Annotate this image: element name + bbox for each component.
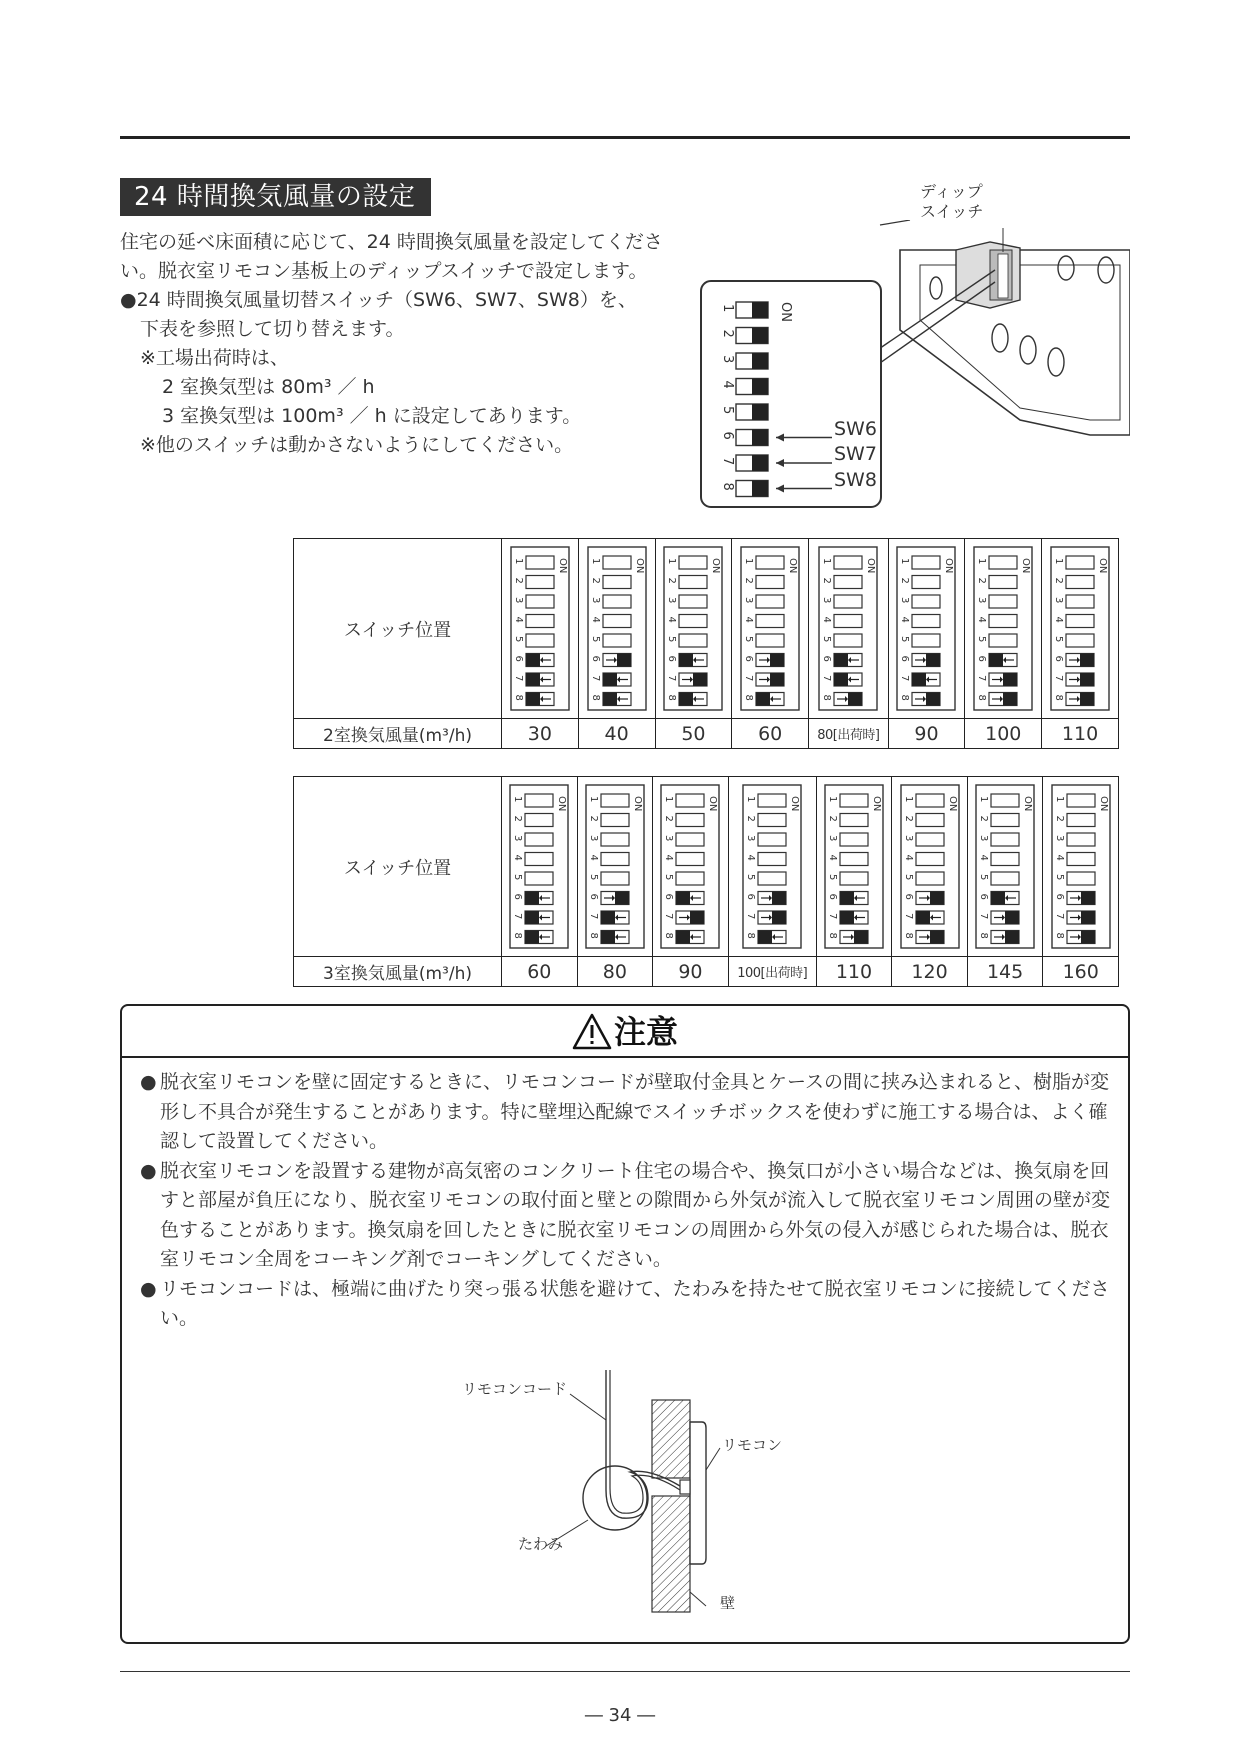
intro-text <box>120 228 690 460</box>
svg-text:ON: ON <box>631 796 643 812</box>
svg-text:4: 4 <box>978 854 990 861</box>
svg-text:8: 8 <box>1053 694 1065 701</box>
svg-text:ON: ON <box>1097 796 1109 812</box>
svg-text:6: 6 <box>587 893 599 900</box>
svg-text:7: 7 <box>666 675 678 682</box>
bottom-rule <box>120 1671 1130 1672</box>
flow-value: 50 <box>655 719 732 749</box>
svg-text:ON: ON <box>633 558 645 574</box>
svg-text:6: 6 <box>512 655 524 662</box>
svg-text:6: 6 <box>976 655 988 662</box>
svg-text:8: 8 <box>587 932 599 939</box>
dip-switch-icon <box>1050 546 1110 711</box>
svg-text:5: 5 <box>720 406 735 415</box>
svg-text:4: 4 <box>821 616 833 623</box>
svg-text:2: 2 <box>826 815 838 822</box>
svg-text:7: 7 <box>589 675 601 682</box>
flow-value-factory: 80[出荷時] <box>809 719 889 749</box>
flow-value: 60 <box>502 957 578 987</box>
svg-text:5: 5 <box>1053 874 1065 881</box>
svg-text:1: 1 <box>743 558 755 565</box>
svg-text:7: 7 <box>976 675 988 682</box>
svg-text:7: 7 <box>1053 913 1065 920</box>
flow-value: 110 <box>1042 719 1119 749</box>
svg-text:5: 5 <box>587 874 599 881</box>
table-2room <box>293 538 1119 749</box>
svg-text:6: 6 <box>720 431 735 440</box>
dip-switch-icon <box>1051 784 1111 949</box>
svg-text:7: 7 <box>720 457 735 466</box>
svg-text:7: 7 <box>743 675 755 682</box>
svg-text:1: 1 <box>826 796 838 803</box>
dip-switch-icon <box>742 784 802 949</box>
intro-bullet: ●24 時間換気風量切替スイッチ（SW6、SW7、SW8）を、 <box>120 289 637 311</box>
dip-switch-icon <box>818 546 878 711</box>
flow-value-factory: 100[出荷時] <box>728 957 816 987</box>
svg-text:4: 4 <box>666 616 678 623</box>
dip-switch-icon <box>824 784 884 949</box>
dip-switch-icon <box>587 546 647 711</box>
flow-value: 110 <box>816 957 892 987</box>
svg-text:8: 8 <box>512 694 524 701</box>
svg-text:1: 1 <box>587 796 599 803</box>
svg-text:6: 6 <box>745 893 757 900</box>
svg-text:ON: ON <box>787 558 799 574</box>
svg-text:8: 8 <box>666 694 678 701</box>
svg-text:4: 4 <box>976 616 988 623</box>
dip-switch-icon <box>973 546 1033 711</box>
flow-value: 145 <box>967 957 1043 987</box>
svg-text:8: 8 <box>1053 932 1065 939</box>
svg-text:ON: ON <box>943 558 955 574</box>
svg-text:4: 4 <box>589 616 601 623</box>
svg-text:7: 7 <box>902 913 914 920</box>
svg-text:4: 4 <box>1053 854 1065 861</box>
svg-text:1: 1 <box>976 558 988 565</box>
svg-text:3: 3 <box>512 835 524 842</box>
dip-cell <box>816 777 892 957</box>
svg-text:3: 3 <box>587 835 599 842</box>
intro-note-other: ※他のスイッチは動かさないようにしてください。 <box>140 434 574 456</box>
svg-text:2: 2 <box>1053 577 1065 584</box>
svg-text:ON: ON <box>778 302 793 322</box>
bullet-icon: ● <box>140 1071 157 1093</box>
svg-text:6: 6 <box>902 893 914 900</box>
flow-value: 40 <box>578 719 655 749</box>
dip-switch-icon <box>896 546 956 711</box>
svg-text:8: 8 <box>976 694 988 701</box>
svg-text:2: 2 <box>589 577 601 584</box>
svg-text:2: 2 <box>821 577 833 584</box>
dip-switch-icon <box>900 784 960 949</box>
svg-text:1: 1 <box>821 558 833 565</box>
svg-text:7: 7 <box>512 675 524 682</box>
svg-text:3: 3 <box>663 835 675 842</box>
svg-text:2: 2 <box>745 815 757 822</box>
svg-text:6: 6 <box>589 655 601 662</box>
sw6-label: SW6 <box>834 418 877 440</box>
dip-cell <box>809 539 889 719</box>
svg-text:7: 7 <box>587 913 599 920</box>
svg-text:8: 8 <box>899 694 911 701</box>
svg-text:6: 6 <box>826 893 838 900</box>
intro-note-2room: 2 室換気型は 80m³ ／ h <box>162 376 375 398</box>
flow-value: 30 <box>502 719 579 749</box>
svg-text:3: 3 <box>821 597 833 604</box>
intro-note-3room: 3 室換気型は 100m³ ／ h に設定してあります。 <box>162 405 582 427</box>
svg-text:5: 5 <box>512 874 524 881</box>
svg-text:6: 6 <box>978 893 990 900</box>
dip-cell <box>1042 539 1119 719</box>
svg-text:3: 3 <box>976 597 988 604</box>
flow-value: 60 <box>732 719 809 749</box>
svg-text:4: 4 <box>902 854 914 861</box>
label-slack: たわみ <box>518 1535 564 1553</box>
svg-text:3: 3 <box>666 597 678 604</box>
svg-text:4: 4 <box>826 854 838 861</box>
svg-text:6: 6 <box>821 655 833 662</box>
svg-text:3: 3 <box>978 835 990 842</box>
svg-text:5: 5 <box>743 636 755 643</box>
svg-text:8: 8 <box>512 932 524 939</box>
svg-text:8: 8 <box>978 932 990 939</box>
intro-bullet-cont: 下表を参照して切り替えます。 <box>140 318 405 340</box>
label-remote: リモコン <box>722 1436 783 1454</box>
dip-cell <box>578 539 655 719</box>
svg-text:3: 3 <box>1053 835 1065 842</box>
caution-item <box>138 1068 1110 1157</box>
flow-value: 90 <box>653 957 729 987</box>
svg-text:2: 2 <box>978 815 990 822</box>
svg-text:ON: ON <box>1097 558 1109 574</box>
svg-text:ON: ON <box>556 796 568 812</box>
svg-text:4: 4 <box>663 854 675 861</box>
callout-line-1: ディップ <box>920 182 983 201</box>
svg-text:6: 6 <box>1053 893 1065 900</box>
svg-text:ON: ON <box>789 796 801 812</box>
svg-text:1: 1 <box>899 558 911 565</box>
caution-header <box>122 1006 1128 1058</box>
label-wall: 壁 <box>720 1594 736 1612</box>
row-head-switch: スイッチ位置 <box>294 539 502 719</box>
svg-text:2: 2 <box>587 815 599 822</box>
svg-text:4: 4 <box>512 616 524 623</box>
dip-cell <box>577 777 653 957</box>
svg-text:ON: ON <box>1020 558 1032 574</box>
svg-text:5: 5 <box>902 874 914 881</box>
svg-text:4: 4 <box>899 616 911 623</box>
svg-text:ON: ON <box>870 796 882 812</box>
caution-item <box>138 1157 1110 1275</box>
svg-text:2: 2 <box>666 577 678 584</box>
svg-text:4: 4 <box>720 380 735 389</box>
svg-text:1: 1 <box>978 796 990 803</box>
label-cord: リモコンコード <box>462 1380 568 1398</box>
caution-item-text: 脱衣室リモコンを壁に固定するときに、リモコンコードが壁取付金具とケースの間に挟み込まれると、樹脂が変形し不具合が発生することがあります。特に壁埋込配線でスイッチボックスを使わずに施工する場合は、よく確認して設置してください。 <box>160 1071 1110 1152</box>
svg-text:1: 1 <box>745 796 757 803</box>
svg-text:4: 4 <box>745 854 757 861</box>
svg-text:5: 5 <box>899 636 911 643</box>
flow-value: 160 <box>1043 957 1119 987</box>
svg-text:6: 6 <box>899 655 911 662</box>
svg-text:8: 8 <box>720 482 735 491</box>
caution-item-text: リモコンコードは、極端に曲げたり突っ張る状態を避けて、たわみを持たせて脱衣室リモコンに接続してください。 <box>160 1277 1110 1329</box>
flow-value: 100 <box>965 719 1042 749</box>
svg-text:5: 5 <box>589 636 601 643</box>
dip-cell <box>655 539 732 719</box>
row-head-flow: 3室換気風量(m³/h) <box>294 957 502 987</box>
svg-text:5: 5 <box>1053 636 1065 643</box>
dip-switch-icon <box>740 546 800 711</box>
svg-text:7: 7 <box>826 913 838 920</box>
svg-text:4: 4 <box>1053 616 1065 623</box>
svg-text:8: 8 <box>745 932 757 939</box>
svg-text:3: 3 <box>512 597 524 604</box>
dip-switch-icon <box>660 784 720 949</box>
svg-text:3: 3 <box>1053 597 1065 604</box>
dip-cell <box>967 777 1043 957</box>
svg-text:ON: ON <box>556 558 568 574</box>
svg-text:6: 6 <box>743 655 755 662</box>
svg-text:5: 5 <box>745 874 757 881</box>
svg-text:5: 5 <box>976 636 988 643</box>
caution-item <box>138 1275 1110 1334</box>
svg-text:6: 6 <box>666 655 678 662</box>
flow-value: 90 <box>888 719 965 749</box>
table-3room <box>293 776 1119 987</box>
caution-body <box>122 1058 1128 1334</box>
bullet-icon: ● <box>140 1159 157 1182</box>
dip-switch-callout <box>920 182 983 222</box>
svg-text:5: 5 <box>663 874 675 881</box>
callout-line-2: スイッチ <box>920 202 984 221</box>
svg-text:7: 7 <box>1053 675 1065 682</box>
dip-cell <box>888 539 965 719</box>
svg-text:8: 8 <box>663 932 675 939</box>
caution-title: 注意 <box>613 1013 678 1051</box>
svg-text:1: 1 <box>902 796 914 803</box>
svg-text:2: 2 <box>512 815 524 822</box>
svg-text:3: 3 <box>720 355 735 364</box>
svg-text:ON: ON <box>710 558 722 574</box>
svg-text:ON: ON <box>1022 796 1034 812</box>
svg-text:6: 6 <box>512 893 524 900</box>
intro-paragraph: 住宅の延べ床面積に応じて、24 時間換気風量を設定してください。脱衣室リモコン基板上のディップスイッチで設定します。 <box>120 231 663 282</box>
svg-text:3: 3 <box>899 597 911 604</box>
bullet-icon: ● <box>140 1277 157 1300</box>
sw7-label: SW7 <box>834 443 877 465</box>
svg-text:4: 4 <box>512 854 524 861</box>
svg-text:1: 1 <box>512 796 524 803</box>
dip-cell <box>892 777 968 957</box>
caution-item-text: 脱衣室リモコンを設置する建物が高気密のコンクリート住宅の場合や、換気口が小さい場合などは、換気扇を回すと部屋が負圧になり、脱衣室リモコンの取付面と壁との隙間から外気が流入して脱衣室リモコン周囲の壁が変色することがあります。換気扇を回したときに脱衣室リモコンの周囲から外気の侵入が感じられた場合は、脱衣室リモコン全周をコーキング剤でコーキングしてください。 <box>160 1159 1111 1270</box>
svg-text:7: 7 <box>745 913 757 920</box>
svg-text:1: 1 <box>663 796 675 803</box>
dip-switch-icon <box>509 784 569 949</box>
intro-note-factory: ※工場出荷時は、 <box>140 347 289 369</box>
svg-text:2: 2 <box>663 815 675 822</box>
svg-text:7: 7 <box>512 913 524 920</box>
top-rule <box>120 136 1130 139</box>
svg-text:5: 5 <box>978 874 990 881</box>
flow-value: 80 <box>577 957 653 987</box>
sw8-label: SW8 <box>834 469 877 491</box>
svg-text:3: 3 <box>826 835 838 842</box>
svg-text:7: 7 <box>899 675 911 682</box>
dip-switch-icon <box>975 784 1035 949</box>
svg-text:5: 5 <box>512 636 524 643</box>
flow-value: 120 <box>892 957 968 987</box>
section-title: 24 時間換気風量の設定 <box>120 178 431 216</box>
dip-cell <box>1043 777 1119 957</box>
svg-text:2: 2 <box>720 329 735 338</box>
svg-text:6: 6 <box>1053 655 1065 662</box>
svg-text:2: 2 <box>512 577 524 584</box>
remote-cord-diagram <box>450 1370 800 1630</box>
svg-text:ON: ON <box>707 796 719 812</box>
svg-text:3: 3 <box>589 597 601 604</box>
svg-text:5: 5 <box>666 636 678 643</box>
dip-cell <box>502 539 579 719</box>
svg-text:7: 7 <box>663 913 675 920</box>
svg-text:1: 1 <box>589 558 601 565</box>
svg-text:ON: ON <box>865 558 877 574</box>
svg-text:2: 2 <box>902 815 914 822</box>
svg-text:8: 8 <box>821 694 833 701</box>
svg-text:4: 4 <box>587 854 599 861</box>
page-number: ― 34 ― <box>584 1705 656 1726</box>
dip-switch-icon <box>585 784 645 949</box>
dip-cell <box>502 777 578 957</box>
svg-text:8: 8 <box>589 694 601 701</box>
svg-text:4: 4 <box>743 616 755 623</box>
dip-switch-icon <box>663 546 723 711</box>
svg-text:2: 2 <box>1053 815 1065 822</box>
row-head-flow: 2室換気風量(m³/h) <box>294 719 502 749</box>
svg-text:1: 1 <box>512 558 524 565</box>
svg-text:1: 1 <box>720 304 735 313</box>
svg-text:5: 5 <box>826 874 838 881</box>
svg-text:1: 1 <box>1053 558 1065 565</box>
svg-text:ON: ON <box>946 796 958 812</box>
svg-text:1: 1 <box>666 558 678 565</box>
svg-text:2: 2 <box>976 577 988 584</box>
dip-cell <box>965 539 1042 719</box>
row-head-switch: スイッチ位置 <box>294 777 502 957</box>
svg-text:3: 3 <box>743 597 755 604</box>
svg-text:7: 7 <box>978 913 990 920</box>
svg-text:5: 5 <box>821 636 833 643</box>
dip-cell <box>653 777 729 957</box>
svg-text:8: 8 <box>743 694 755 701</box>
svg-text:3: 3 <box>745 835 757 842</box>
svg-text:2: 2 <box>743 577 755 584</box>
dip-cell <box>728 777 816 957</box>
warning-triangle-icon <box>572 1012 612 1052</box>
svg-text:3: 3 <box>902 835 914 842</box>
svg-text:7: 7 <box>821 675 833 682</box>
svg-text:8: 8 <box>826 932 838 939</box>
svg-text:6: 6 <box>663 893 675 900</box>
svg-text:2: 2 <box>899 577 911 584</box>
svg-text:8: 8 <box>902 932 914 939</box>
dip-switch-icon <box>510 546 570 711</box>
dip-cell <box>732 539 809 719</box>
svg-text:1: 1 <box>1053 796 1065 803</box>
